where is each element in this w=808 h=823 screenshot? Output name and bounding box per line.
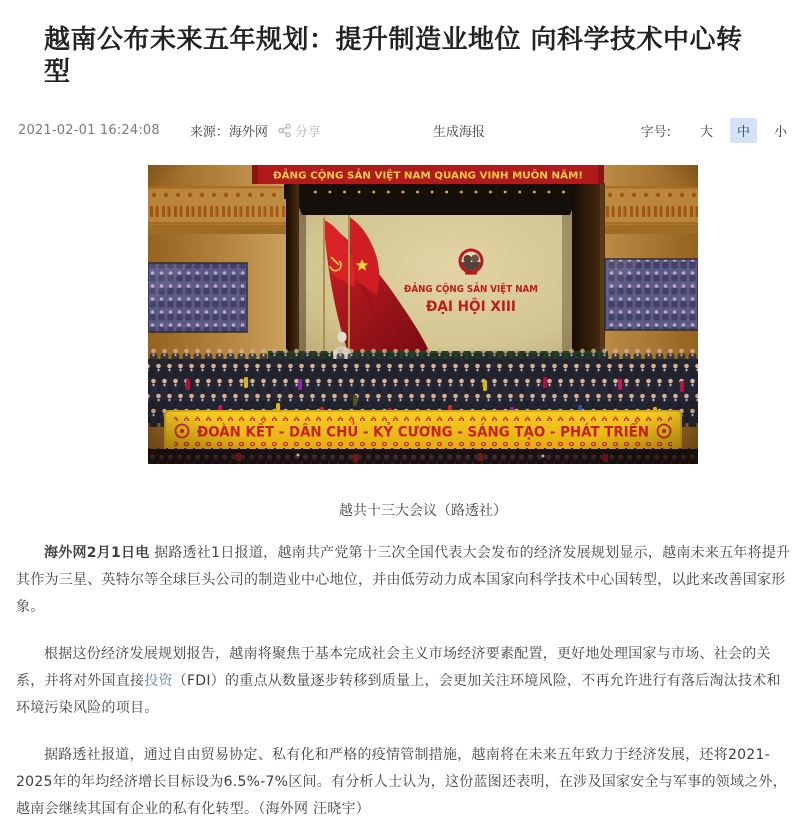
source-name: 海外网 [228,125,268,140]
photo-caption: 越共十三大会议（路透社） [339,503,507,519]
font-size-small-button[interactable]: 小 [773,125,787,140]
congress-photo-illustration [148,165,698,464]
font-size-label: 字号: [640,125,671,140]
font-size-medium-button[interactable]: 中 [730,118,757,143]
source [190,121,268,140]
font-size-control [641,118,794,143]
font-size-large-button[interactable]: 大 [699,125,713,140]
share-icon [277,123,292,138]
paragraph-2-text-pre: 根据这份经济发展规划报告，越南将聚焦于基本完成社会主义市场经济要素配置，更好地处理国家与市场、社会的关系，并将对外国直接 [16,646,771,689]
page-title: 越南公布未来五年规划：提升制造业地位 向科学技术中心转型 [44,25,743,87]
paragraph-1 [16,540,792,621]
paragraph-1-lead: 海外网2月1日电 [44,545,150,561]
article-body [16,540,792,823]
article-figure [148,165,698,520]
meta-bar [18,118,794,143]
paragraph-2-text-post: （FDI）的重点从数量逐步转移到质量上，会更加关注环境风险，不再允许进行有落后淘汰技术和环境污染风险的项目。 [16,673,781,716]
share-label: 分享 [294,125,321,140]
generate-poster-button[interactable]: 生成海报 [432,125,485,140]
paragraph-3: 据路透社报道，通过自由贸易协定、私有化和严格的疫情管制措施，越南将在未来五年致力于经济发展，还将2021-2025年的年均经济增长目标设为6.5%-7%区间。有分析人士认为，这份蓝图还表明，在涉及国家安全与军事的领域之外，越南会继续其国有企业的私有化转型。（海外网 汪晓宇） [16,747,787,817]
article-photo [148,165,698,464]
paragraph-2 [16,641,792,722]
share-button[interactable] [277,121,321,140]
paragraph-1-text: 据路透社1日报道，越南共产党第十三次全国代表大会发布的经济发展规划显示，越南未来五年将提升其作为三星、英特尔等全球巨头公司的制造业中心地位，并由低劳动力成本国家向科学技术中心国转型，以此来改善国家形象。 [16,545,791,615]
investment-link[interactable]: 投资 [144,673,173,689]
publish-time: 2021-02-01 16:24:08 [18,123,160,138]
source-label: 来源： [189,125,229,140]
